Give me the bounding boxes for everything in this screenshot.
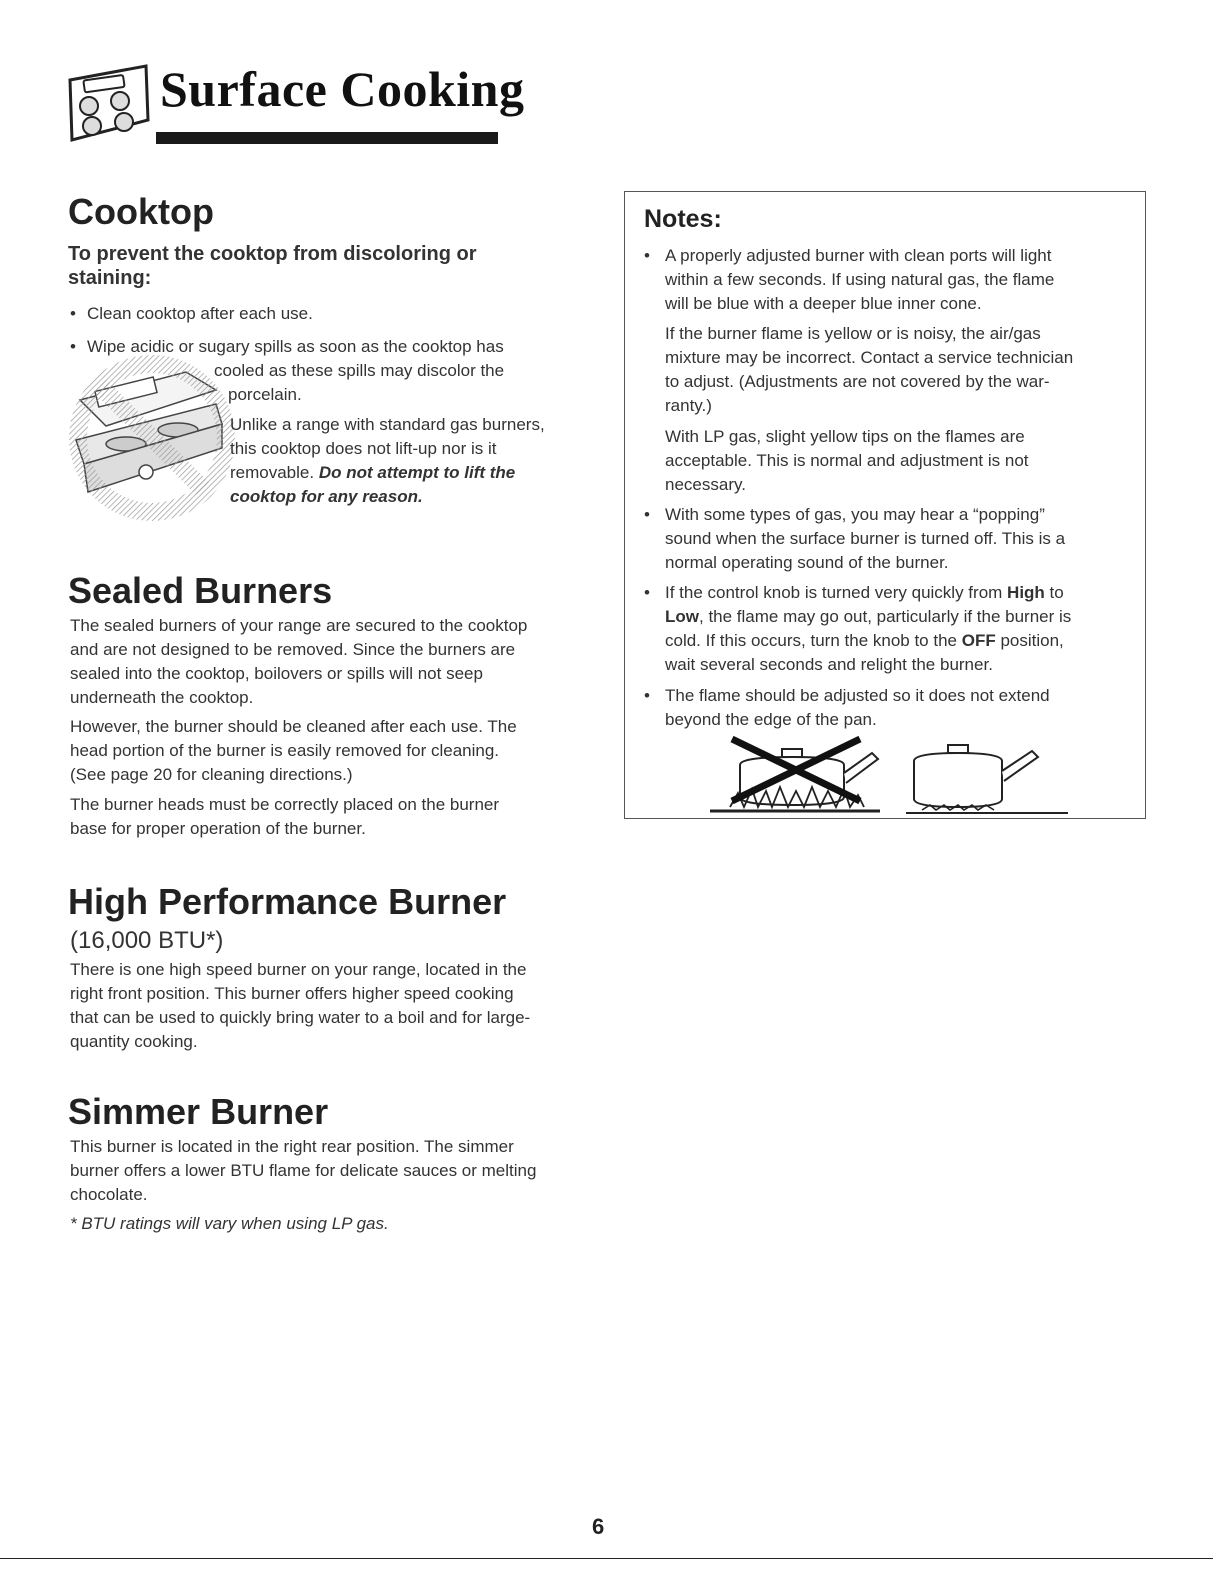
btu-footnote: * BTU ratings will vary when using LP gas. (70, 1214, 389, 1233)
sealed-burners-paragraph-2: However, the burner should be cleaned after each use. The head portion of the burner is easily removed for cleaning. (See page 20 for cleaning directions.) (70, 717, 517, 784)
oversized-flame-pan-icon (700, 735, 890, 815)
sealed-burners-paragraph-1: The sealed burners of your range are secured to the cooktop and are not designed to be removed. Since the burners are sealed into the cooktop, boilovers or spills will not seep underneath the cooktop. (70, 616, 528, 707)
note-3: If the control knob is turned very quickly from High to Low, the flame may go out, particularly if the burner is cold. If this occurs, turn the knob to the OFF position, wait several seconds and relight the burner. (665, 583, 1072, 674)
title-underline (156, 132, 498, 144)
correct-flame-pan-icon (900, 735, 1080, 815)
simmer-burner-paragraph: This burner is located in the right rear position. The simmer burner offers a lower BTU flame for delicate sauces or melting chocolate. (70, 1137, 537, 1204)
cooktop-bullet-2-cont2: porcelain. (228, 385, 302, 404)
cooktop-heading: Cooktop (68, 191, 214, 232)
page-number: 6 (592, 1514, 605, 1539)
simmer-burner-heading: Simmer Burner (68, 1091, 329, 1132)
high-performance-paragraph: There is one high speed burner on your range, located in the right front position. This burner offers higher speed cooking that can be used to quickly bring water to a boil and for large- quantity cooking. (70, 960, 531, 1051)
note-1-lp-gas: With LP gas, slight yellow tips on the flames are acceptable. This is normal and adjustment is not necessary. (665, 427, 1029, 494)
high-performance-heading: High Performance Burner (68, 881, 507, 922)
cooktop-subheading: To prevent the cooktop from discoloring or staining: (68, 243, 477, 289)
cooktop-paragraph: Unlike a range with standard gas burners, this cooktop does not lift-up nor is it removable. Do not attempt to lift the cooktop for any reason. (230, 415, 545, 506)
cooktop-icon (62, 60, 154, 154)
notes-heading: Notes: (644, 205, 722, 233)
note-bullet: • (644, 583, 650, 602)
high-performance-btu: (16,000 BTU*) (70, 927, 224, 954)
sealed-burners-paragraph-3: The burner heads must be correctly placed on the burner base for proper operation of the burner. (70, 795, 500, 838)
no-lift-cooktop-icon (66, 352, 238, 524)
cooktop-bullet-1: • Clean cooktop after each use. (70, 304, 313, 323)
note-bullet: • (644, 505, 650, 524)
sealed-burners-heading: Sealed Burners (68, 570, 333, 611)
cooktop-bullet-2-cont: cooled as these spills may discolor the (214, 361, 505, 380)
note-1-flame-color: If the burner flame is yellow or is noisy, the air/gas mixture may be incorrect. Contact a service technician to adjust. (Adjustments are not covered by the war- ranty.) (665, 324, 1074, 415)
note-2: With some types of gas, you may hear a “popping” sound when the surface burner is turned off. This is a normal operating sound of the burner. (665, 505, 1066, 572)
note-4: The flame should be adjusted so it does not extend beyond the edge of the pan. (665, 686, 1050, 729)
note-bullet: • (644, 686, 650, 705)
cooktop-bullet-2: • Wipe acidic or sugary spills as soon as the cooktop has (70, 337, 504, 356)
note-bullet: • (644, 246, 650, 265)
page-title: Surface Cooking (160, 61, 525, 117)
footer-rule (0, 1558, 1213, 1559)
note-1: A properly adjusted burner with clean ports will light within a few seconds. If using natural gas, the flame will be blue with a deeper blue inner cone. (665, 246, 1055, 313)
